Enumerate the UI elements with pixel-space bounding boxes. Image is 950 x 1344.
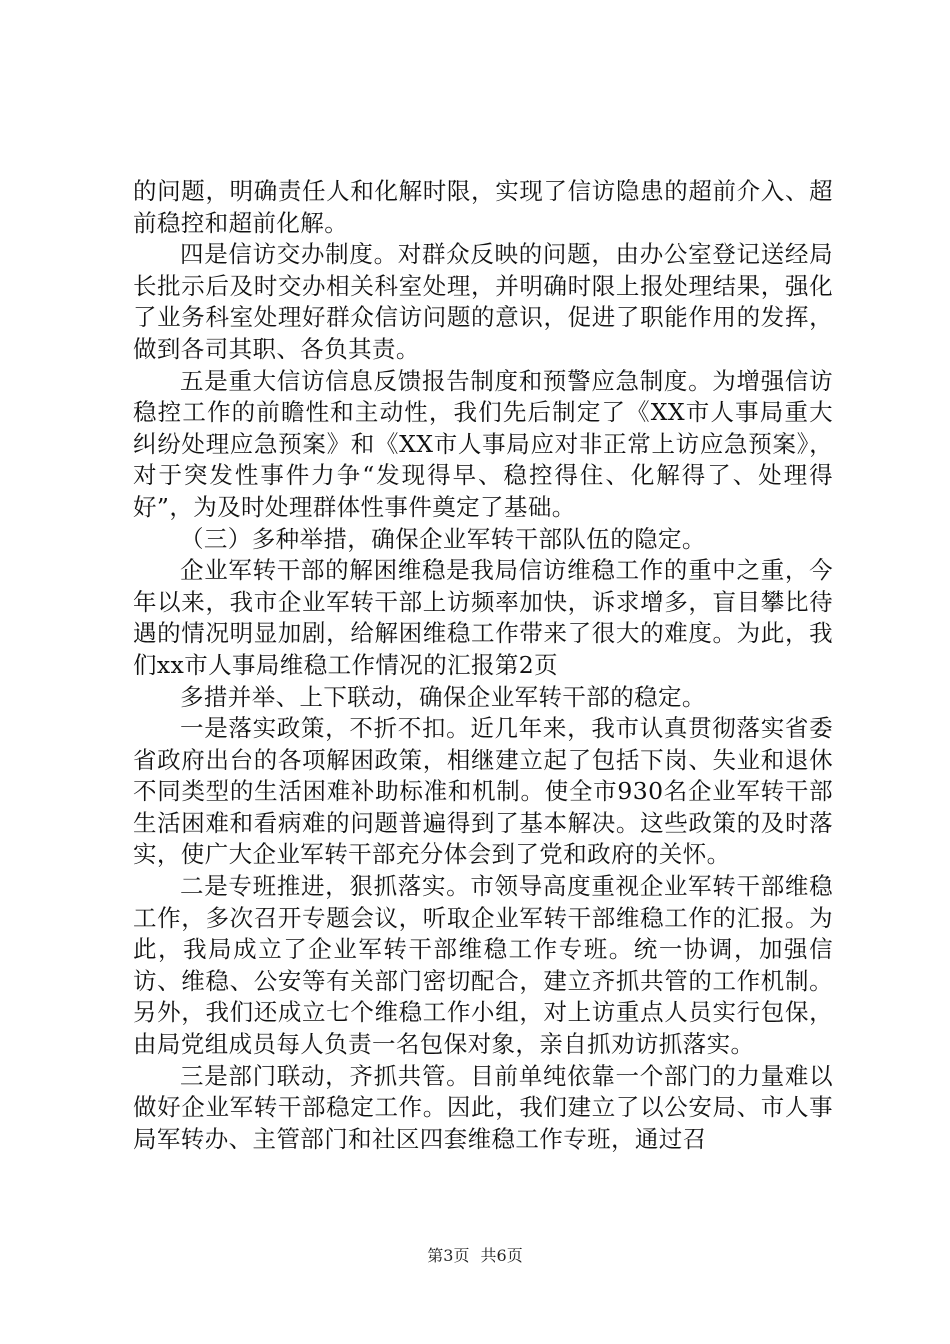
paragraph-9: 三是部门联动，齐抓共管。目前单纯依靠一个部门的力量难以做好企业军转干部稳定工作。因此，我们建立了以公安局、市人事局军转办、主管部门和社区四套维稳工作专班，通过召 xyxy=(133,1061,833,1153)
page-number: 第3页 xyxy=(427,1246,470,1265)
paragraph-2: 四是信访交办制度。对群众反映的问题，由办公室登记送经局长批示后及时交办相关科室处理，并明确时限上报处理结果，强化了业务科室处理好群众信访问题的意识，促进了职能作用的发挥，做到各司其职、各负其责。 xyxy=(133,240,833,363)
paragraph-5: 企业军转干部的解困维稳是我局信访维稳工作的重中之重，今年以来，我市企业军转干部上访频率加快，诉求增多，盲目攀比待遇的情况明显加剧，给解困维稳工作带来了很大的难度。为此，我们xx市人事局维稳工作情况的汇报第2页 xyxy=(133,556,833,679)
page-total: 共6页 xyxy=(480,1246,523,1265)
paragraph-6: 多措并举、上下联动，确保企业军转干部的稳定。 xyxy=(180,682,706,711)
paragraph-1: 的问题，明确责任人和化解时限，实现了信访隐患的超前介入、超前稳控和超前化解。 xyxy=(133,177,833,237)
page-footer xyxy=(0,1243,950,1266)
paragraph-7: 一是落实政策，不折不扣。近几年来，我市认真贯彻落实省委省政府出台的各项解困政策，相继建立起了包括下岗、失业和退休不同类型的生活困难补助标准和机制。使全市930名企业军转干部生活困难和看病难的问题普遍得到了基本解决。这些政策的及时落实，使广大企业军转干部充分体会到了党和政府的关怀。 xyxy=(133,714,833,869)
paragraph-3: 五是重大信访信息反馈报告制度和预警应急制度。为增强信访稳控工作的前瞻性和主动性，我们先后制定了《XX市人事局重大纠纷处理应急预案》和《XX市人事局应对非正常上访应急预案》，对于突发性事件力争“发现得早、稳控得住、化解得了、处理得好”，为及时处理群体性事件奠定了基础。 xyxy=(133,366,833,521)
paragraph-8: 二是专班推进，狠抓落实。市领导高度重视企业军转干部维稳工作，多次召开专题会议，听取企业军转干部维稳工作的汇报。为此，我局成立了企业军转干部维稳工作专班。统一协调，加强信访、维稳、公安等有关部门密切配合，建立齐抓共管的工作机制。另外，我们还成立七个维稳工作小组，对上访重点人员实行包保，由局党组成员每人负责一名包保对象，亲自抓劝访抓落实。 xyxy=(133,872,833,1059)
document-body xyxy=(133,176,833,1155)
paragraph-4-heading: （三）多种举措，确保企业军转干部队伍的隐定。 xyxy=(180,524,706,553)
